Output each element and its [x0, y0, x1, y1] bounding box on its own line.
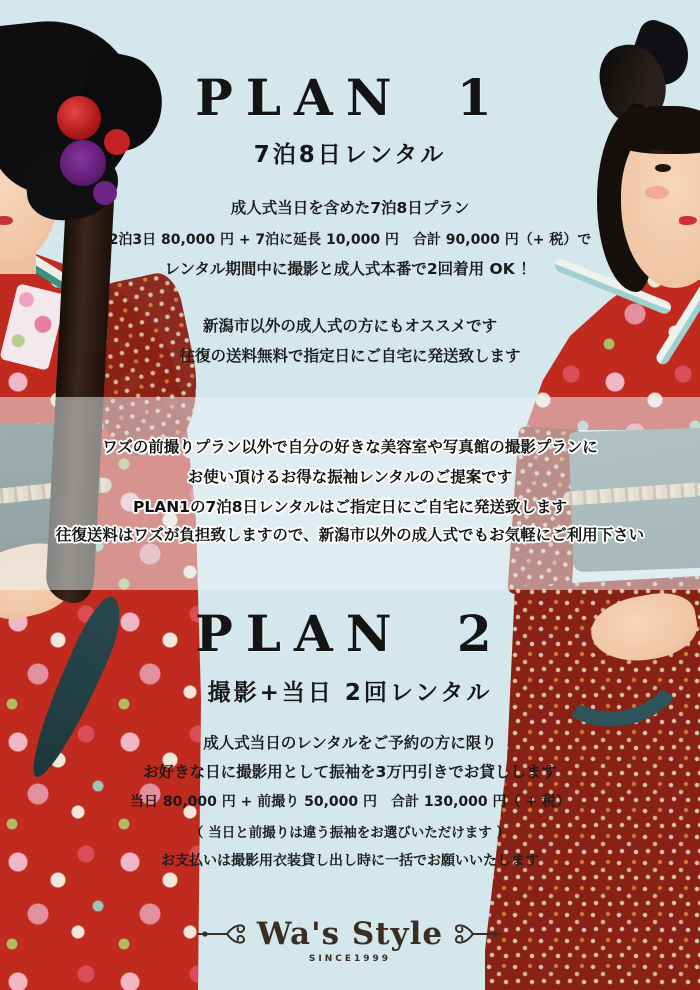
scroll-flourish-right-icon [451, 920, 503, 948]
highlight-band [0, 397, 700, 590]
plan2-subtitle: 撮影+当日 2回レンタル [207, 680, 493, 706]
brand-since: SINCE1999 [308, 954, 392, 964]
plan2-note-parenthetical: （ 当日と前撮りは違う振袖をお選びいただけます ） [190, 825, 510, 841]
plan2-price-line: 当日 80,000 円 + 前撮り 50,000 円 合計 130,000 円（ + 税） [129, 794, 570, 810]
band-line-4: 往復送料はワズが負担致しますので、新潟市以外の成人式でもお気軽にご利用下さい [55, 526, 645, 544]
plan1-title: PLAN 1 [195, 68, 505, 127]
brand-name: Wa's Style [256, 916, 444, 952]
band-line-3: PLAN1の7泊8日レンタルはご指定日にご自宅に発送致します [132, 498, 568, 516]
band-line-2: お使い頂けるお得な振袖レンタルのご提案です [187, 468, 513, 486]
plan1-price-line: 2泊3日 80,000 円 + 7泊に延長 10,000 円 合計 90,000 円（+ 税）で [108, 232, 592, 248]
plan2-description-2: お好きな日に撮影用として振袖を3万円引きでお貸しします [143, 763, 557, 781]
band-line-1: ワズの前撮りプラン以外で自分の好きな美容室や写真館の撮影プランに [102, 438, 598, 456]
plan2-title: PLAN 2 [195, 604, 505, 663]
plan1-description: 成人式当日を含めた7泊8日プラン [230, 199, 470, 217]
scroll-flourish-left-icon [197, 920, 249, 948]
plan2-payment-note: お支払いは撮影用衣装貸し出し時に一括でお願いいたします [161, 853, 539, 869]
plan1-note-1: 新潟市以外の成人式の方にもオススメです [202, 317, 498, 335]
brand-logo [0, 916, 700, 952]
plan2-description-1: 成人式当日のレンタルをご予約の方に限り [203, 734, 497, 752]
plan1-usage-line: レンタル期間中に撮影と成人式本番で2回着用 OK ！ [164, 260, 536, 278]
plan1-subtitle: 7泊8日レンタル [253, 142, 447, 168]
plan1-note-2: 往復の送料無料で指定日にご自宅に発送致します [179, 347, 521, 365]
